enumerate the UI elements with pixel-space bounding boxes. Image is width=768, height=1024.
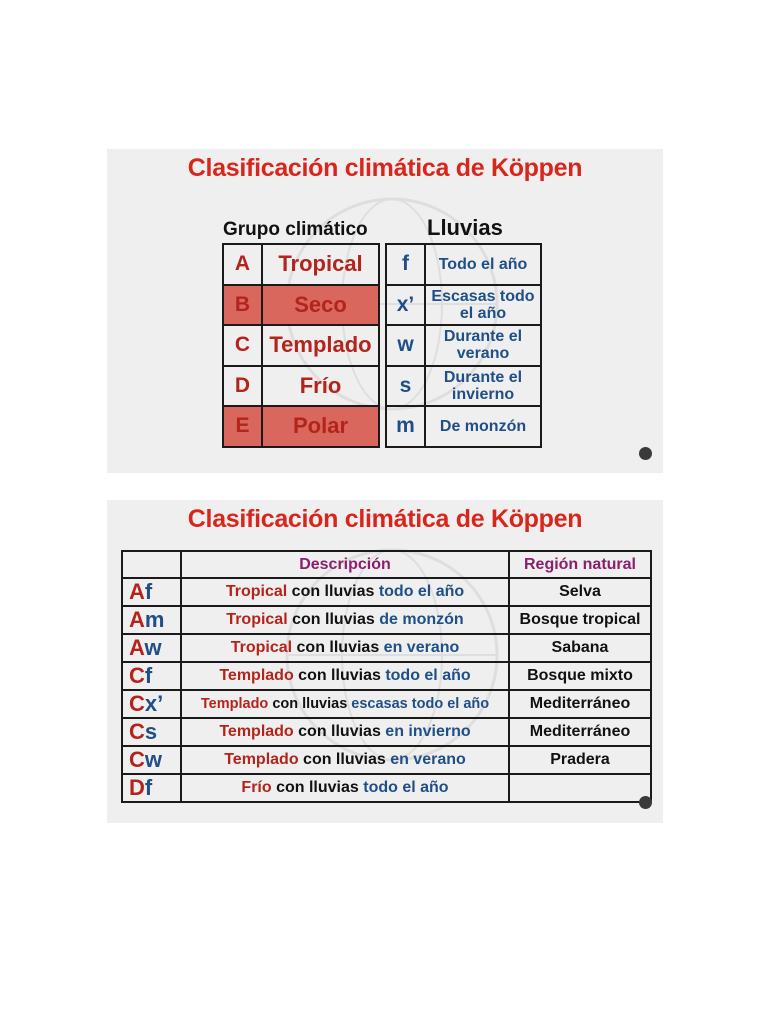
region-natural-header: Región natural [509, 551, 651, 578]
description-group: Templado [200, 696, 269, 712]
description-connector: con lluvias [271, 779, 364, 796]
blank-header-cell [122, 551, 181, 578]
table-row [223, 366, 379, 407]
koppen-code-rain: w [144, 635, 162, 660]
lluvia-code: x’ [386, 285, 425, 326]
description-group: Tropical [226, 611, 288, 628]
lluvia-desc [425, 406, 541, 447]
table-row [122, 690, 651, 718]
region-natural: Bosque mixto [509, 662, 651, 690]
grupo-name: Seco [262, 285, 379, 326]
koppen-description [181, 606, 509, 634]
logo-icon [639, 447, 652, 460]
koppen-code-rain: f [144, 775, 153, 800]
koppen-code-rain: f [144, 663, 153, 688]
region-natural [509, 774, 651, 802]
table-row [122, 746, 651, 774]
table-row [122, 578, 651, 606]
table-header-row [122, 551, 651, 578]
koppen-code-group: D [129, 775, 145, 800]
lluvia-desc [425, 244, 541, 285]
table-row [386, 406, 541, 447]
lluvia-desc [425, 366, 541, 407]
description-rain: en verano [390, 751, 466, 768]
lluvia-desc-line1: Escasas todo [431, 287, 535, 305]
grupo-name: Tropical [262, 244, 379, 285]
lluvia-code: w [386, 325, 425, 366]
region-natural: Sabana [509, 634, 651, 662]
region-natural: Pradera [509, 746, 651, 774]
table-row [386, 285, 541, 326]
description-rain: en invierno [385, 723, 471, 740]
lluvia-code: m [386, 406, 425, 447]
logo-icon [639, 796, 652, 809]
koppen-description [181, 746, 509, 774]
description-rain: de monzón [379, 611, 464, 628]
grupo-name: Polar [262, 406, 379, 447]
table-row [223, 244, 379, 285]
table-row [386, 366, 541, 407]
koppen-code-group: C [129, 691, 145, 716]
table-row [223, 325, 379, 366]
koppen-code [122, 746, 181, 774]
description-connector: con lluvias [287, 583, 379, 600]
koppen-code-group: C [129, 663, 145, 688]
region-natural: Mediterráneo [509, 718, 651, 746]
slide-title: Clasificación climática de Köppen [187, 505, 583, 533]
descripcion-header: Descripción [181, 551, 509, 578]
table-row [122, 606, 651, 634]
grupo-code: B [223, 285, 262, 326]
koppen-code [122, 662, 181, 690]
slide-koppen-groups [107, 149, 663, 473]
lluvia-desc-line2: verano [456, 345, 510, 363]
koppen-description [181, 718, 509, 746]
koppen-code-rain: w [144, 747, 163, 772]
table-row [122, 718, 651, 746]
lluvia-desc-line2: invierno [451, 385, 515, 403]
grupo-code: C [223, 325, 262, 366]
koppen-code [122, 690, 181, 718]
lluvia-desc-line2: el año [459, 304, 507, 322]
koppen-code-group: A [129, 635, 145, 660]
description-group: Templado [219, 667, 294, 684]
koppen-code-group: A [129, 607, 145, 632]
grupo-climatico-table [222, 243, 380, 448]
description-rain: en verano [383, 639, 460, 656]
description-group: Templado [224, 751, 299, 768]
description-group: Frío [241, 779, 272, 796]
lluvia-code: s [386, 366, 425, 407]
table-row [122, 662, 651, 690]
koppen-code [122, 606, 181, 634]
lluvia-desc-line1: Durante el [443, 368, 523, 386]
table-row [223, 406, 379, 447]
grupo-name: Frío [262, 366, 379, 407]
grupo-climatico-header: Grupo climático [223, 219, 368, 240]
grupo-code: E [223, 406, 262, 447]
grupo-code: A [223, 244, 262, 285]
lluvias-header: Lluvias [427, 215, 503, 240]
koppen-code [122, 578, 181, 606]
description-connector: con lluvias [298, 751, 391, 768]
region-natural: Mediterráneo [509, 690, 651, 718]
koppen-code-group: C [129, 719, 145, 744]
koppen-description [181, 690, 509, 718]
koppen-code-group: A [129, 579, 145, 604]
table-row [122, 774, 651, 802]
description-rain: todo el año [363, 779, 449, 796]
koppen-code-rain: m [144, 607, 165, 632]
lluvia-desc-line1: De monzón [439, 417, 527, 435]
koppen-description [181, 578, 509, 606]
koppen-description-table [121, 550, 652, 803]
lluvia-desc [425, 325, 541, 366]
koppen-code-group: C [129, 747, 145, 772]
description-rain: escasas todo el año [351, 696, 490, 712]
grupo-name: Templado [262, 325, 379, 366]
region-natural: Bosque tropical [509, 606, 651, 634]
koppen-code-rain: f [144, 579, 153, 604]
koppen-description [181, 662, 509, 690]
table-row [386, 325, 541, 366]
description-rain: todo el año [385, 667, 471, 684]
lluvia-desc [425, 285, 541, 326]
description-rain: todo el año [378, 583, 465, 600]
table-row [223, 285, 379, 326]
description-group: Tropical [225, 583, 288, 600]
description-connector: con lluvias [292, 639, 384, 656]
description-connector: con lluvias [268, 696, 352, 712]
table-row [122, 634, 651, 662]
koppen-code [122, 718, 181, 746]
description-group: Tropical [230, 639, 293, 656]
lluvia-desc-line1: Todo el año [438, 255, 528, 273]
koppen-description [181, 774, 509, 802]
koppen-code-rain: x’ [144, 691, 164, 716]
grupo-code: D [223, 366, 262, 407]
description-connector: con lluvias [293, 723, 386, 740]
description-group: Templado [219, 723, 294, 740]
lluvia-code: f [386, 244, 425, 285]
slide-koppen-descriptions [107, 500, 663, 823]
slide-title: Clasificación climática de Köppen [187, 154, 583, 182]
region-natural: Selva [509, 578, 651, 606]
koppen-code [122, 634, 181, 662]
description-connector: con lluvias [287, 611, 380, 628]
lluvia-desc-line1: Durante el [443, 328, 523, 346]
koppen-description [181, 634, 509, 662]
table-row [386, 244, 541, 285]
koppen-code [122, 774, 181, 802]
description-connector: con lluvias [293, 667, 386, 684]
lluvias-table [385, 243, 542, 448]
koppen-code-rain: s [144, 719, 158, 744]
